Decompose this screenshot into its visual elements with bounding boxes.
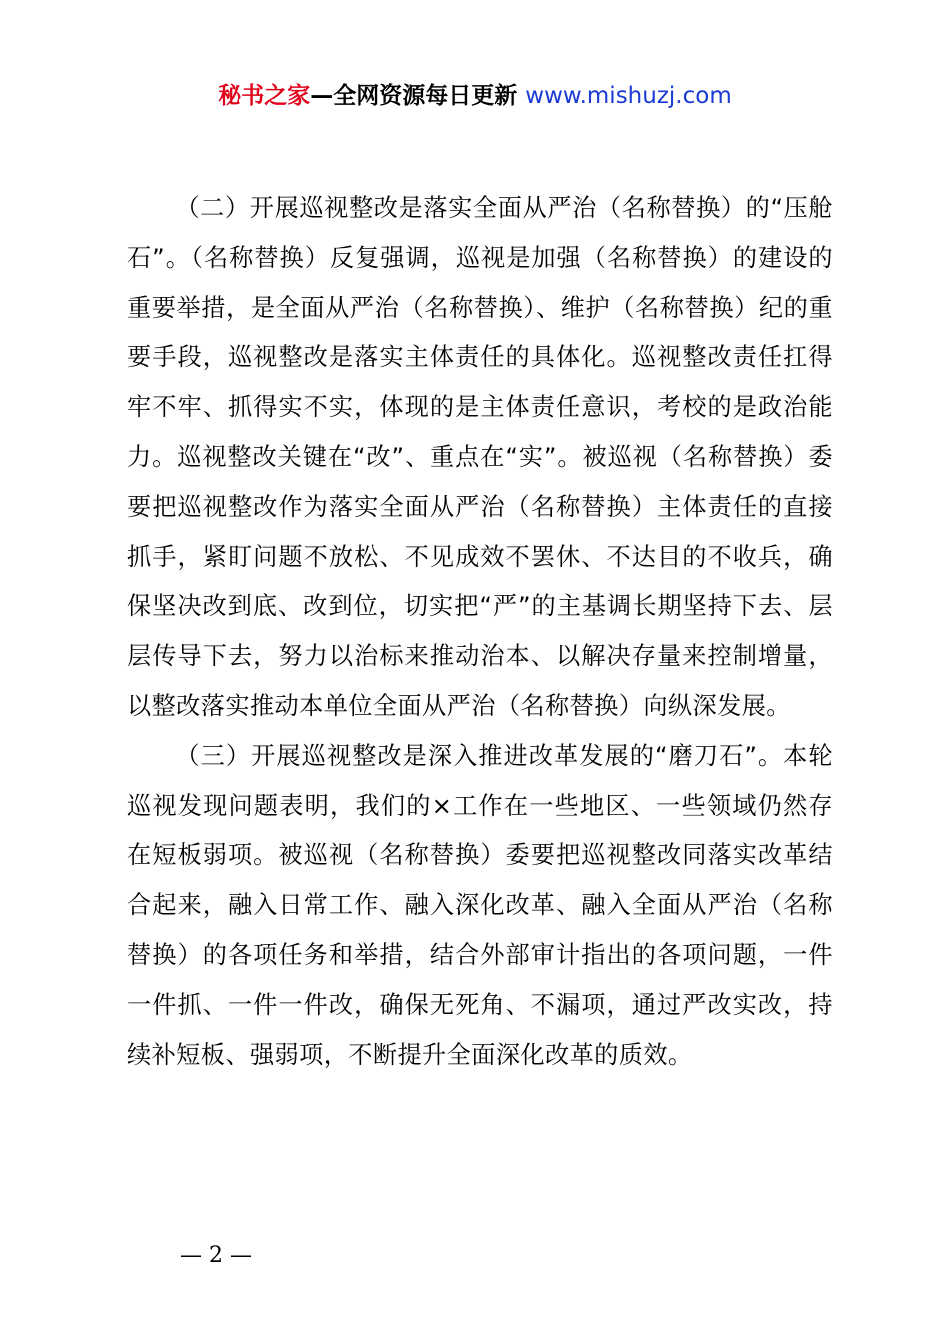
site-header [0, 80, 950, 112]
page-number: — 2 — [180, 1243, 252, 1268]
document-body [127, 184, 833, 1080]
paragraph: （三）开展巡视整改是深入推进改革发展的“磨刀石”。本轮巡视发现问题表明，我们的×工作在一些地区、一些领域仍然存在短板弱项。被巡视（名称替换）委要把巡视整改同落实改革结合起来，融入日常工作、融入深化改革、融入全面从严治（名称替换）的各项任务和举措，结合外部审计指出的各项问题，一件一件抓、一件一件改，确保无死角、不漏项，通过严改实改，持续补短板、强弱项，不断提升全面深化改革的质效。 [127, 741, 833, 1069]
site-url-link[interactable]: www.mishuzj.com [525, 83, 732, 109]
header-tagline: —全网资源每日更新 [310, 83, 526, 109]
brand-name: 秘书之家 [218, 83, 311, 109]
paragraph: （二）开展巡视整改是落实全面从严治（名称替换）的“压舱石”。（名称替换）反复强调，巡视是加强（名称替换）的建设的重要举措，是全面从严治（名称替换）、维护（名称替换）纪的重要手段，巡视整改是落实主体责任的具体化。巡视整改责任扛得牢不牢、抓得实不实，体现的是主体责任意识，考校的是政治能力。巡视整改关键在“改”、重点在“实”。被巡视（名称替换）委要把巡视整改作为落实全面从严治（名称替换）主体责任的直接抓手，紧盯问题不放松、不见成效不罢休、不达目的不收兵，确保坚决改到底、改到位，切实把“严”的主基调长期坚持下去、层层传导下去，努力以治标来推动治本、以解决存量来控制增量，以整改落实推动本单位全面从严治（名称替换）向纵深发展。 [127, 194, 833, 720]
